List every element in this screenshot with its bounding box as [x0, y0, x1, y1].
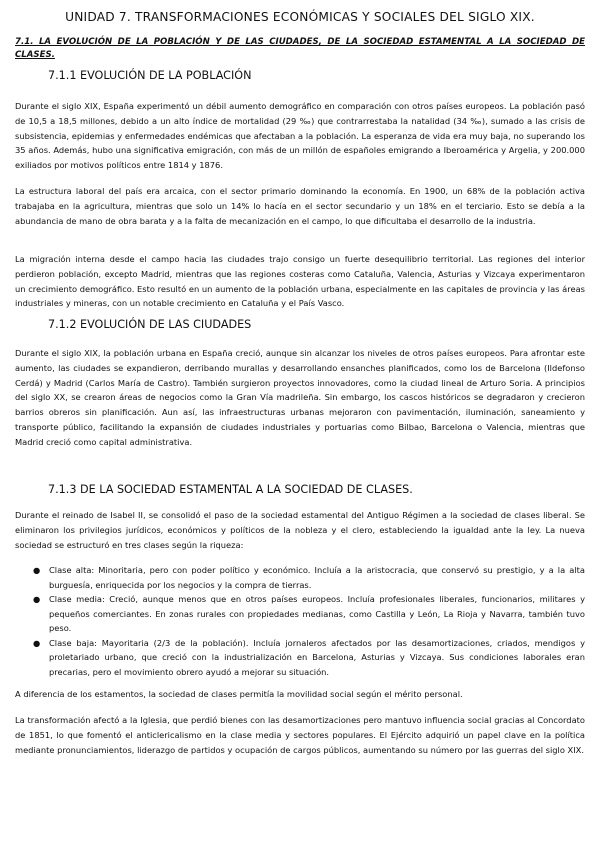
paragraph-clases-intro: Durante el reinado de Isabel II, se consolidó el paso de la sociedad estamental del Antiguo Régimen a la sociedad de clases liberal. Se eliminaron los privilegios jurídicos, económicos y políticos de la nobleza y el clero, estableciendo la igualdad ante la ley. La nueva sociedad se estructuró en tres clases según la riqueza:: [15, 510, 585, 550]
bullet-icon: ●: [33, 637, 41, 648]
heading-evolucion-poblacion: 7.1.1 EVOLUCIÓN DE LA POBLACIÓN: [48, 69, 252, 82]
bullet-icon: ●: [33, 594, 41, 604]
list-item: [15, 592, 585, 636]
list-item: [15, 636, 585, 680]
section-subtitle: 7.1. LA EVOLUCIÓN DE LA POBLACIÓN Y DE LAS CIUDADES, DE LA SOCIEDAD ESTAMENTAL A LA SOCIEDAD DE CLASES.: [15, 37, 585, 60]
list-item-text: Clase media: Creció, aunque menos que en otros países europeos. Incluía profesionales liberales, funcionarios, militares y pequeños comerciantes. En zonas rurales con propiedades medianas, como Castilla y León, La Rioja y Navarra, también tuvo peso.: [49, 594, 585, 633]
paragraph-iglesia-ejercito: La transformación afectó a la Iglesia, que perdió bienes con las desamortizaciones pero mantuvo influencia social gracias al Concordato de 1851, lo que fomentó el anticlericalismo en la clase media y sectores populares. El Ejército adquirió un papel clave en la política mediante pronunciamientos, liderazgo de partidos y ocupación de cargos públicos, aumentando su número por las guerras del siglo XIX.: [15, 715, 585, 755]
paragraph-movilidad-social: A diferencia de los estamentos, la sociedad de clases permitía la movilidad social según el mérito personal.: [15, 689, 463, 699]
heading-evolucion-ciudades: 7.1.2 EVOLUCIÓN DE LAS CIUDADES: [48, 318, 252, 331]
heading-sociedad-clases: 7.1.3 DE LA SOCIEDAD ESTAMENTAL A LA SOCIEDAD DE CLASES.: [48, 483, 413, 496]
social-classes-list: [15, 563, 585, 679]
paragraph-poblacion-1: Durante el siglo XIX, España experimentó un débil aumento demográfico en comparación con otros países europeos. La población pasó de 10,5 a 18,5 millones, debido a un alto índice de mortalidad (29 ‰) que contrarrestaba la natalidad (34 ‰), sumado a las crisis de subsistencia, epidemias y enfermedades endémicas que afectaban a la población. La esperanza de vida era muy baja, no superando los 35 años. Además, hubo una significativa emigración, con más de un millón de españoles emigrando a Iberoamérica y Argelia, y 200.000 exiliados por motivos políticos entre 1814 y 1876.: [15, 101, 585, 171]
list-item: [15, 563, 585, 592]
list-item-text: Clase alta: Minoritaria, pero con poder político y económico. Incluía a la aristocracia, que conservó su prestigio, y a la alta burguesía, enriquecida por los negocios y la compra de tierras.: [49, 565, 585, 590]
list-item-text: Clase baja: Mayoritaria (2/3 de la población). Incluía jornaleros afectados por las desamortizaciones, criados, mendigos y proletariado urbano, que creció con la industrialización en Barcelona, Asturias y Vizcaya. Sus condiciones laborales eran precarias, pero el movimiento obrero ayudó a mejorar su situación.: [49, 637, 585, 677]
bullet-icon: ●: [33, 565, 41, 575]
document-title: UNIDAD 7. TRANSFORMACIONES ECONÓMICAS Y SOCIALES DEL SIGLO XIX.: [65, 10, 535, 24]
paragraph-ciudades-1: Durante el siglo XIX, la población urbana en España creció, aunque sin alcanzar los niveles de otros países europeos. Para afrontar este aumento, las ciudades se expandieron, derribando murallas y desarrollando ensanches planificados, como los de Barcelona (Ildefonso Cerdá) y Madrid (Carlos María de Castro). También surgieron proyectos innovadores, como la ciudad lineal de Arturo Soria. A principios del siglo XX, se crearon áreas de negocios como la Gran Vía madrileña. Sin embargo, los cascos históricos se degradaron y crecieron barrios obreros sin planificación. Aun así, las infraestructuras urbanas mejoraron con pavimentación, iluminación, saneamiento y transporte público, facilitando la expansión de ciudades industriales y portuarias como Bilbao, Barcelona o Valencia, mientras que Madrid creció como capital administrativa.: [15, 348, 585, 447]
paragraph-poblacion-3: La migración interna desde el campo hacia las ciudades trajo consigo un fuerte desequilibrio territorial. Las regiones del interior perdieron población, excepto Madrid, mientras que las regiones costeras como Cataluña, Valencia, Asturias y Vizcaya experimentaron un crecimiento demográfico. Esto resultó en un aumento de la población urbana, especialmente en las capitales de provincia y las áreas industriales y mineras, con un notable crecimiento en Cataluña y el País Vasco.: [15, 254, 585, 309]
paragraph-poblacion-2: La estructura laboral del país era arcaica, con el sector primario dominando la economía. En 1900, un 68% de la población activa trabajaba en la agricultura, mientras que solo un 14% lo hacía en el sector secundario y un 18% en el terciario. Esto se debía a la abundancia de mano de obra barata y a la falta de mecanización en el campo, lo que dificultaba el desarrollo de la industria.: [15, 186, 585, 226]
